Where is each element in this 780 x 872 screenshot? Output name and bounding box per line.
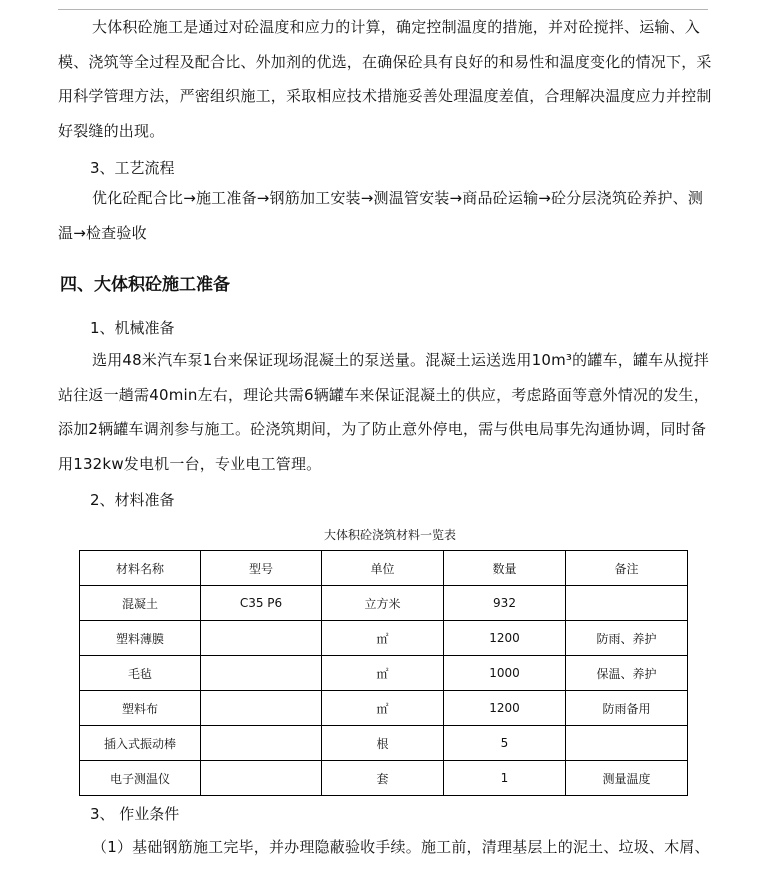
table-cell: 插入式振动棒 <box>80 726 201 761</box>
table-cell: 5 <box>444 726 566 761</box>
table-cell: 测量温度 <box>566 761 688 796</box>
table-cell: 1000 <box>444 656 566 691</box>
table-cell: 套 <box>322 761 444 796</box>
materials-table <box>79 550 688 796</box>
table-cell <box>566 726 688 761</box>
table-cell: 防雨、养护 <box>566 621 688 656</box>
table-caption: 大体积砼浇筑材料一览表 <box>323 528 456 542</box>
column-header: 材料名称 <box>80 551 201 586</box>
table-cell: 1200 <box>444 691 566 726</box>
table-header-row <box>80 551 688 586</box>
table-row <box>80 586 688 621</box>
conditions-item-1: （1）基础钢筋施工完毕，并办理隐蔽验收手续。施工前，清理基层上的泥土、垃圾、木屑、 <box>92 838 710 856</box>
column-header: 备注 <box>566 551 688 586</box>
table-row <box>80 761 688 796</box>
table-cell: 立方米 <box>322 586 444 621</box>
table-row <box>80 621 688 656</box>
column-header: 型号 <box>201 551 322 586</box>
intro-paragraph: 大体积砼施工是通过对砼温度和应力的计算，确定控制温度的措施，并对砼搅拌、运输、入模、浇筑等全过程及配合比、外加剂的优选，在确保砼具有良好的和易性和温度变化的情况下，采用科学管理方法，严密组织施工，采取相应技术措施妥善处理温度差值，合理解决温度应力并控制好裂缝的出现。 <box>58 18 712 140</box>
table-cell <box>201 621 322 656</box>
conditions-heading: 3、 作业条件 <box>90 805 180 823</box>
table-cell: 塑料薄膜 <box>80 621 201 656</box>
table-cell: 根 <box>322 726 444 761</box>
table-row <box>80 726 688 761</box>
table-cell: 1200 <box>444 621 566 656</box>
machinery-heading: 1、机械准备 <box>90 319 175 337</box>
table-cell <box>201 691 322 726</box>
table-row <box>80 691 688 726</box>
table-cell <box>566 586 688 621</box>
column-header: 单位 <box>322 551 444 586</box>
process-text: 优化砼配合比→施工准备→钢筋加工安装→测温管安装→商品砼运输→砼分层浇筑砼养护、测温→检查验收 <box>58 189 704 242</box>
machinery-text: 选用48米汽车泵1台来保证现场混凝土的泵送量。混凝土运送选用10m³的罐车，罐车从搅拌站往返一趟需40min左右，理论共需6辆罐车来保证混凝土的供应，考虑路面等意外情况的发生，添加2辆罐车调剂参与施工。砼浇筑期间，为了防止意外停电，需与供电局事先沟通协调，同时备用132kw发电机一台，专业电工管理。 <box>58 351 709 473</box>
table-cell: 1 <box>444 761 566 796</box>
table-cell <box>201 761 322 796</box>
table-cell: ㎡ <box>322 621 444 656</box>
table-cell: ㎡ <box>322 691 444 726</box>
process-heading: 3、工艺流程 <box>90 159 175 177</box>
column-header: 数量 <box>444 551 566 586</box>
table-cell: 防雨备用 <box>566 691 688 726</box>
table-cell <box>201 726 322 761</box>
table-cell <box>201 656 322 691</box>
table-row <box>80 656 688 691</box>
table-cell: 电子测温仪 <box>80 761 201 796</box>
table-cell: 混凝土 <box>80 586 201 621</box>
table-cell: 932 <box>444 586 566 621</box>
section-heading: 四、大体积砼施工准备 <box>60 275 230 295</box>
table-cell: 毛毡 <box>80 656 201 691</box>
table-cell: 塑料布 <box>80 691 201 726</box>
materials-heading: 2、材料准备 <box>90 491 175 509</box>
table-cell: ㎡ <box>322 656 444 691</box>
table-cell: 保温、养护 <box>566 656 688 691</box>
table-cell: C35 P6 <box>201 586 322 621</box>
